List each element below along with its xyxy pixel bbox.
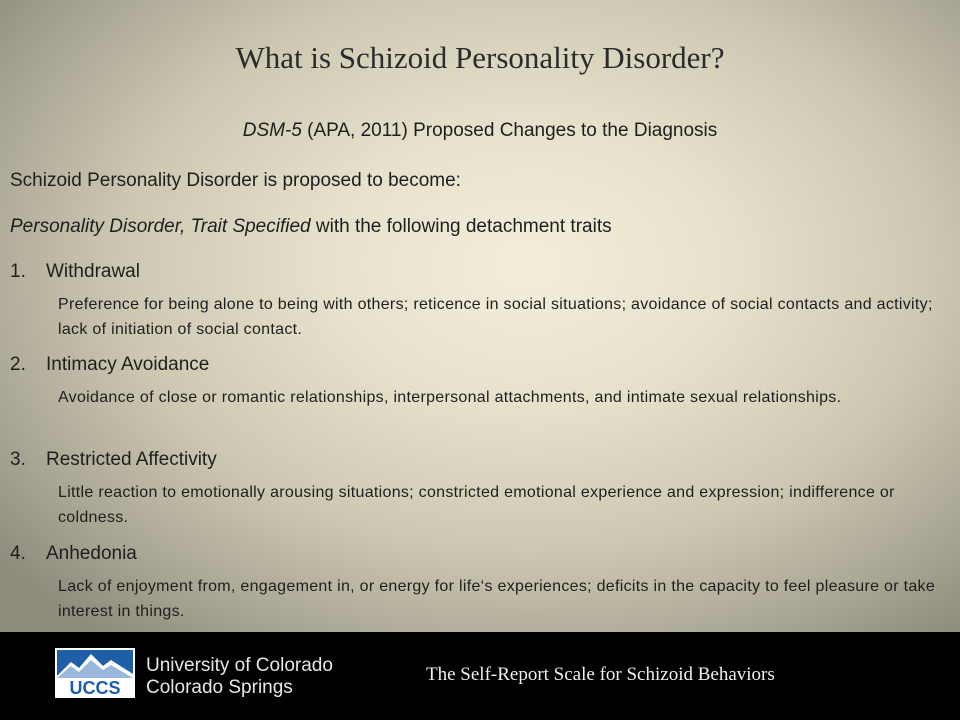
footer-caption: The Self-Report Scale for Schizoid Behaviors xyxy=(426,664,775,685)
subtitle-italic: DSM-5 xyxy=(242,120,302,141)
trait-number: 1. xyxy=(10,261,26,282)
trait-item xyxy=(10,543,137,565)
slide-title: What is Schizoid Personality Disorder? xyxy=(235,40,725,75)
university-line-1: University of Colorado xyxy=(146,655,333,676)
trait-description: Little reaction to emotionally arousing situations; constricted emotional experience and expression; indifference or coldness. xyxy=(58,484,895,526)
logo-text: UCCS xyxy=(69,678,121,698)
trait-item xyxy=(10,261,140,283)
university-line-2: Colorado Springs xyxy=(146,677,293,698)
trait-item xyxy=(10,449,217,471)
trait-item xyxy=(10,354,209,376)
trait-line-rest: with the following detachment traits xyxy=(310,216,612,237)
trait-name: Restricted Affectivity xyxy=(46,449,217,470)
trait-line-italic: Personality Disorder, Trait Specified xyxy=(10,216,311,237)
subtitle-rest: (APA, 2011) Proposed Changes to the Diagnosis xyxy=(301,120,718,141)
uccs-logo-icon xyxy=(55,648,135,698)
trait-name: Anhedonia xyxy=(46,543,137,564)
slide-subtitle xyxy=(0,120,960,142)
trait-description: Preference for being alone to being with others; reticence in social situations; avoidance of social contacts and activity; lack of initiation of social contact. xyxy=(58,296,933,338)
trait-description: Lack of enjoyment from, engagement in, or energy for life‘s experiences; deficits in the capacity to feel pleasure or take interest in things. xyxy=(58,578,936,620)
trait-name: Withdrawal xyxy=(46,261,140,282)
trait-number: 3. xyxy=(10,449,26,470)
trait-name: Intimacy Avoidance xyxy=(46,354,210,375)
trait-number: 4. xyxy=(10,543,26,564)
university-name xyxy=(146,655,333,699)
trait-number: 2. xyxy=(10,354,26,375)
trait-description: Avoidance of close or romantic relationships, interpersonal attachments, and intimate sexual relationships. xyxy=(58,389,842,406)
intro-text: Schizoid Personality Disorder is proposed to become: xyxy=(10,170,461,191)
trait-line xyxy=(10,216,612,238)
